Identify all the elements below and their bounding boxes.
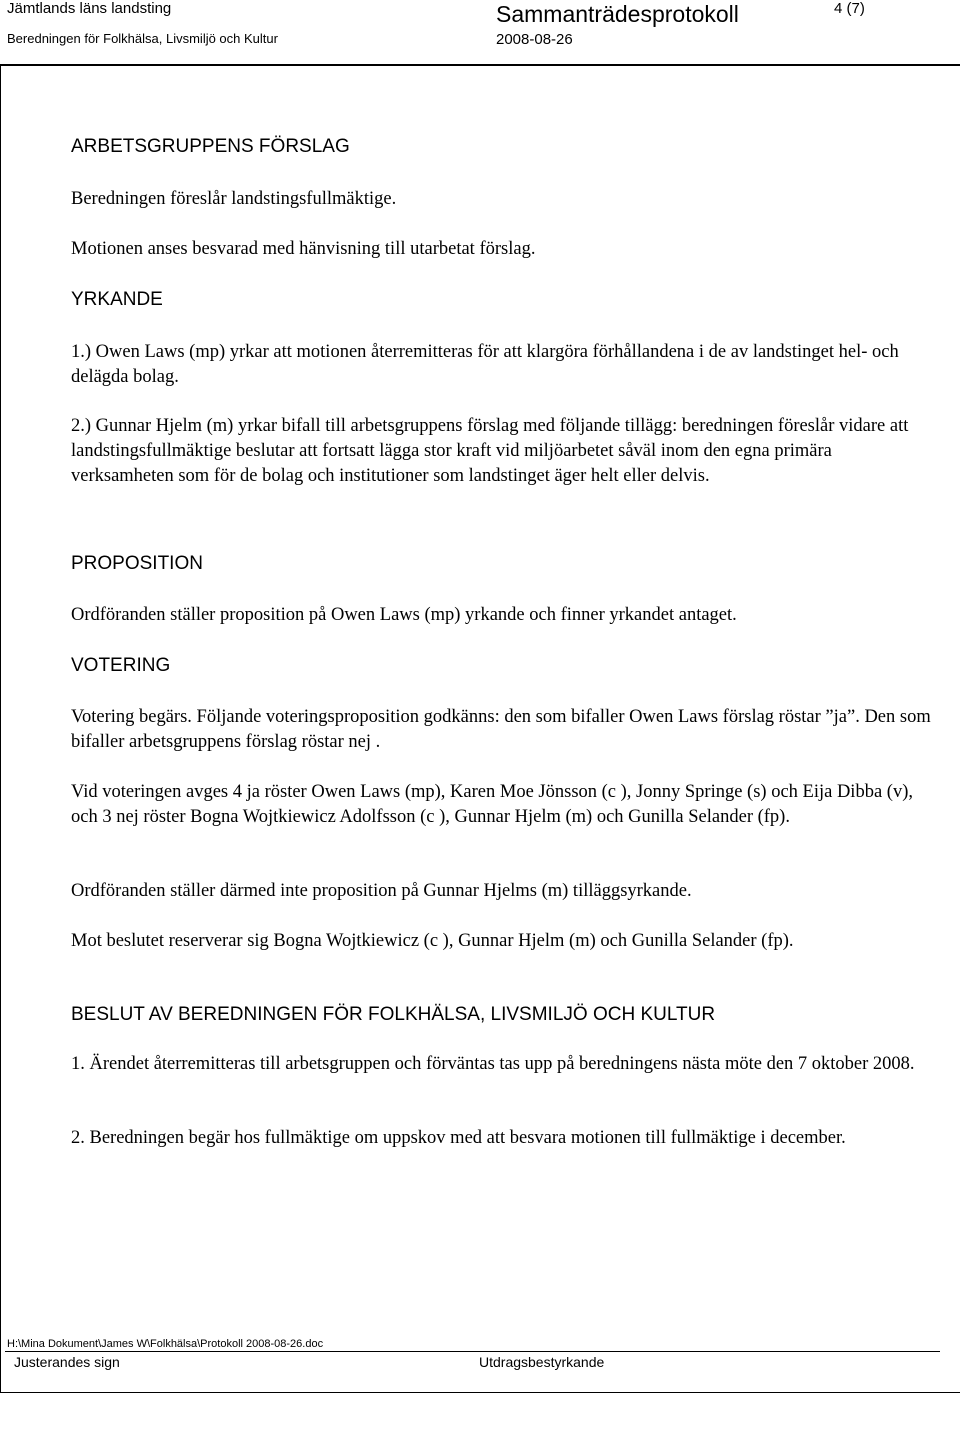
paragraph: Motionen anses besvarad med hänvisning till utarbetat förslag. (71, 239, 536, 259)
file-path: H:\Mina Dokument\James W\Folkhälsa\Protokoll 2008-08-26.doc (7, 1338, 324, 1350)
paragraph: Mot beslutet reserverar sig Bogna Wojtkiewicz (c ), Gunnar Hjelm (m) och Gunilla Selander (fp). (71, 931, 794, 951)
paragraph: Vid voteringen avges 4 ja röster Owen Laws (mp), Karen Moe Jönsson (c ), Jonny Springe (s) och Eija Dibba (v), och 3 nej röster Bogna Wojtkiewicz Adolfsson (c ), Gunnar Hjelm (m) och Gunilla Selander (fp). (71, 782, 913, 827)
document-title: Sammanträdesprotokoll (496, 1, 739, 27)
left-margin-line (0, 64, 1, 1392)
footer-divider (5, 1351, 940, 1352)
document-date: 2008-08-26 (496, 31, 573, 48)
header-divider (0, 64, 960, 66)
section-heading-arbetsgruppens-forslag: ARBETSGRUPPENS FÖRSLAG (71, 136, 350, 157)
justerandes-sign-label: Justerandes sign (14, 1354, 120, 1370)
paragraph: Votering begärs. Följande voteringsproposition godkänns: den som bifaller Owen Laws förslag röstar ”ja”. Den som bifaller arbetsgruppens förslag röstar nej . (71, 707, 931, 752)
paragraph: Ordföranden ställer proposition på Owen Laws (mp) yrkande och finner yrkandet antaget. (71, 605, 737, 625)
section-heading-beslut: BESLUT AV BEREDNINGEN FÖR FOLKHÄLSA, LIVSMILJÖ OCH KULTUR (71, 1004, 716, 1025)
organization-name: Jämtlands läns landsting (7, 0, 172, 17)
paragraph-yrkande-1: 1.) Owen Laws (mp) yrkar att motionen återremitteras för att klargöra förhållandena i de av landstinget hel- och delägda bolag. (71, 342, 899, 387)
paragraph: Beredningen föreslår landstingsfullmäktige. (71, 189, 397, 209)
section-heading-proposition: PROPOSITION (71, 553, 203, 574)
paragraph: Ordföranden ställer därmed inte proposition på Gunnar Hjelms (m) tilläggsyrkande. (71, 881, 692, 901)
section-heading-yrkande: YRKANDE (71, 289, 163, 310)
footer-bottom-line (0, 1392, 960, 1393)
paragraph-beslut-1: 1. Ärendet återremitteras till arbetsgruppen och förväntas tas upp på beredningens nästa möte den 7 oktober 2008. (71, 1054, 915, 1074)
page-number: 4 (7) (834, 0, 865, 17)
section-heading-votering: VOTERING (71, 655, 171, 676)
utdragsbestyrkande-label: Utdragsbestyrkande (479, 1354, 605, 1370)
department-name: Beredningen för Folkhälsa, Livsmiljö och Kultur (7, 31, 278, 46)
paragraph-beslut-2: 2. Beredningen begär hos fullmäktige om uppskov med att besvara motionen till fullmäktige i december. (71, 1128, 846, 1148)
paragraph-yrkande-2: 2.) Gunnar Hjelm (m) yrkar bifall till arbetsgruppens förslag med följande tillägg: beredningen föreslår vidare att landstingsfullmäktige beslutar att fortsatt lägga stor kraft vid miljöarbetet såväl inom den egna primära verksamheten som för de bolag och institutioner som landstinget äger helt eller delvis. (71, 416, 909, 486)
